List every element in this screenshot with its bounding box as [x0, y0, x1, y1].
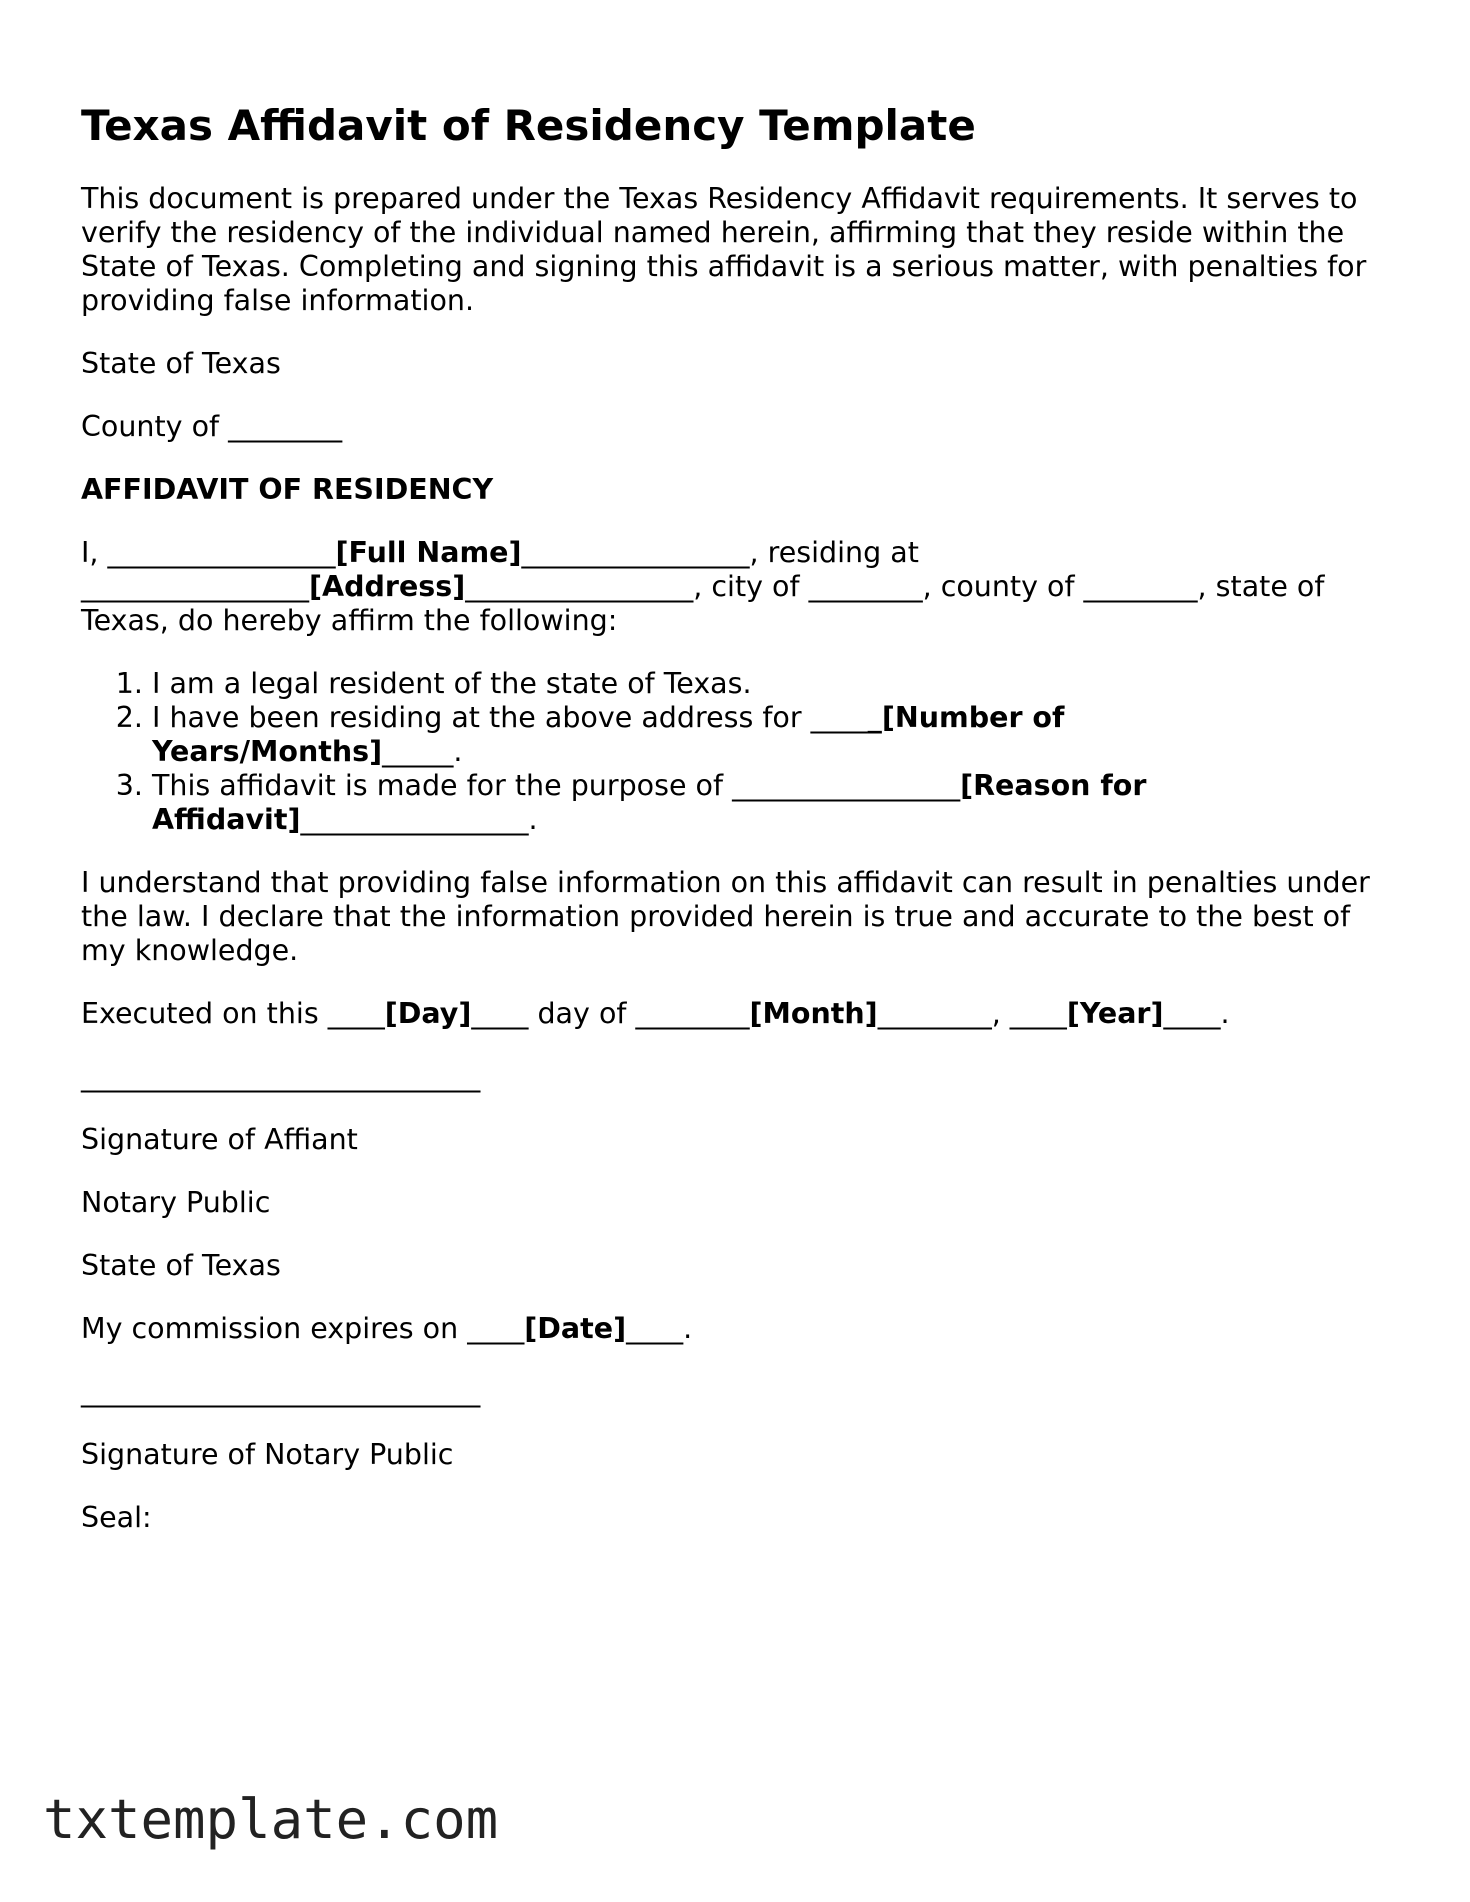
statement-2-suffix: _____.	[382, 735, 463, 768]
intro-paragraph: This document is prepared under the Texas Residency Affidavit requirements. It serves to verify the residency of the individual named herein, affirming that they reside within the State of Texas. Completing and signing this affidavit is a serious matter, with penalties for providing false information.	[81, 182, 1367, 317]
site-watermark: txtemplate.com	[43, 1788, 499, 1851]
document-page	[81, 100, 1381, 1564]
notary-public-label: Notary Public	[81, 1186, 271, 1219]
execution-part2: ____ day of ________	[471, 997, 750, 1030]
statement-2-prefix: I have been residing at the above address for ____	[152, 701, 868, 734]
execution-suffix: ____.	[1163, 997, 1230, 1030]
date-placeholder: [Date]	[524, 1312, 627, 1345]
address-placeholder: [Address]	[309, 570, 466, 603]
declaration-paragraph: I understand that providing false information on this affidavit can result in penalties under the law. I declare that the information provided herein is true and accurate to the best of my knowledge.	[81, 866, 1370, 967]
affirmation-paragraph	[81, 536, 1381, 638]
affirmation-part3: ________________, city of ________, county of ________, state of Texas, do hereby affirm the following:	[81, 570, 1325, 637]
commission-line	[81, 1312, 1381, 1346]
statements-list	[81, 667, 1172, 837]
statement-3-prefix: This affidavit is made for the purpose of ________________	[152, 769, 961, 802]
affirmation-part2: ________________, residing at ________________	[81, 536, 919, 603]
execution-part3: ________, ____	[877, 997, 1067, 1030]
execution-prefix: Executed on this ____	[81, 997, 385, 1030]
month-placeholder: [Month]	[749, 997, 878, 1030]
statement-item-1: 1. I am a legal resident of the state of Texas.	[152, 667, 1172, 701]
signature-notary-label: Signature of Notary Public	[81, 1438, 454, 1471]
affidavit-heading: AFFIDAVIT OF RESIDENCY	[81, 473, 494, 506]
signature-affiant-label: Signature of Affiant	[81, 1123, 358, 1156]
state-line: State of Texas	[81, 347, 281, 380]
statement-3-suffix: ________________.	[300, 803, 538, 836]
affirmation-prefix: I, ________________	[81, 536, 336, 569]
reason-placeholder: [Reason for Affidavit]	[152, 769, 1147, 836]
year-placeholder: [Year]	[1066, 997, 1164, 1030]
day-placeholder: [Day]	[384, 997, 472, 1030]
years-months-placeholder: _[Number of Years/Months]	[152, 701, 1065, 768]
statement-item-2	[152, 701, 1172, 769]
statement-item-3	[152, 769, 1172, 837]
county-line: County of ________	[81, 410, 343, 443]
seal-label: Seal:	[81, 1501, 152, 1534]
document-title: Texas Affidavit of Residency Template	[81, 101, 976, 150]
execution-line	[81, 997, 1381, 1031]
notary-state-label: State of Texas	[81, 1249, 281, 1282]
affiant-signature-line: _____________________________	[81, 1060, 480, 1093]
commission-prefix: My commission expires on ____	[81, 1312, 525, 1345]
notary-signature-line: _____________________________	[81, 1375, 480, 1408]
full-name-placeholder: [Full Name]	[335, 536, 522, 569]
commission-suffix: ____.	[626, 1312, 693, 1345]
